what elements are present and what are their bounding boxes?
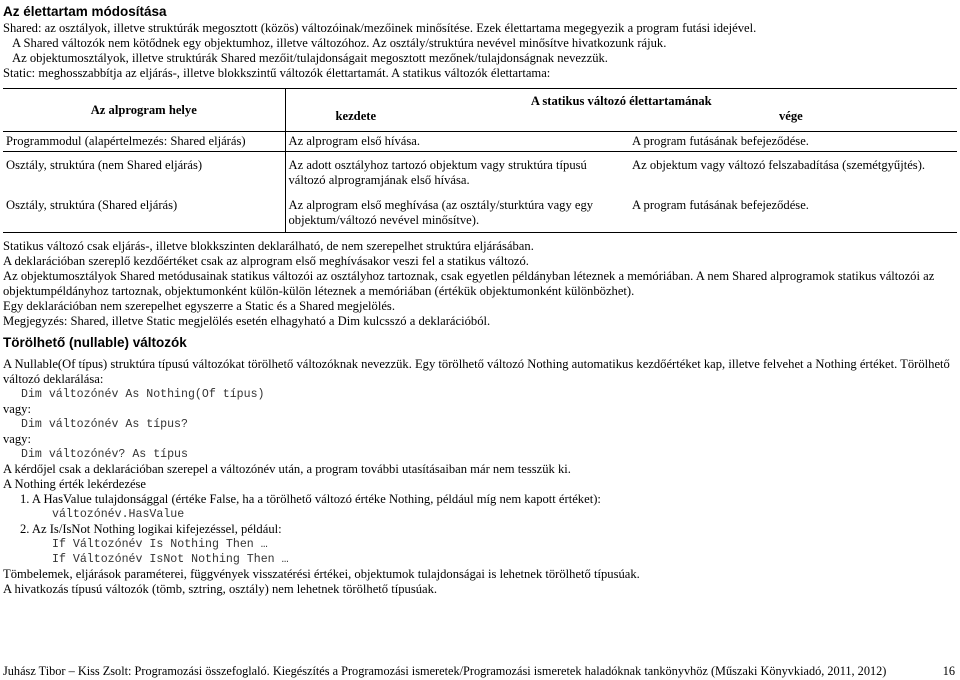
nullable-reference-types-note: A hivatkozás típusú változók (tömb, sztring, osztály) nem lehetnek törölhető típusúak. [3, 582, 438, 596]
intro-block [3, 21, 957, 81]
or-label: vagy: [3, 432, 31, 446]
or-label: vagy: [3, 402, 31, 416]
table-row [3, 196, 957, 233]
note-static-shared-exclusive: Egy deklarációban nem szerepelhet egyszerre a Static és a Shared megjelölés. [3, 299, 395, 313]
table-row [3, 152, 957, 197]
document-page [3, 0, 957, 597]
code-isnot-nothing: If Változónév IsNot Nothing Then … [52, 553, 289, 566]
header-start: kezdete [285, 109, 629, 132]
note-declaration-level: Statikus változó csak eljárás-, illetve blokkszinten deklarálható, de nem szerepelhet struktúra eljárásában. [3, 239, 534, 253]
cell-place: Osztály, struktúra (Shared eljárás) [3, 196, 285, 233]
nullable-block [3, 357, 957, 597]
page-footer [3, 664, 957, 679]
intro-shared: Shared: az osztályok, illetve struktúrák megosztott (közös) változóinak/mezőinek minősítése. Ezek élettartama megegyezik a program futási idejével. [3, 21, 757, 35]
cell-end: A program futásának befejeződése. [629, 196, 957, 233]
code-is-nothing: If Változónév Is Nothing Then … [52, 538, 268, 551]
cell-end: Az objektum vagy változó felszabadítása (szemétgyűjtés). [632, 158, 926, 172]
intro-static: Static: meghosszabbítja az eljárás-, illetve blokkszintű változók élettartamát. A statikus változók élettartama: [3, 66, 551, 80]
code-declaration-1: Dim változónév As Nothing(Of típus) [21, 388, 265, 401]
header-end: vége [629, 109, 957, 132]
code-declaration-3: Dim változónév? As típus [21, 448, 188, 461]
header-program-place: Az alprogram helye [3, 89, 285, 132]
note-shared-methods: Az objektumosztályok Shared metódusainak statikus változói az osztályhoz tartoznak, csak egyetlen példányban léteznek a memóriában. A nem Shared alprogramok statikus változói az objektumpéldányhoz tartoznak, objektumonként külön-külön léteznek a memóriában (értékük objektumonként különbözhet). [3, 269, 935, 298]
nullable-intro: A Nullable(Of típus) struktúra típusú változókat törölhető változóknak nevezzük. Egy törölhető változó Nothing automatikus kezdőértéket kap, illetve felvehet a Nothing értéket. Törölhető változó deklarálása: [3, 357, 950, 386]
cell-start: Az alprogram első hívása. [285, 132, 629, 152]
nullable-allowed-note: Tömbelemek, eljárások paraméterei, függvények visszatérési értékei, objektumok tulajdonságai is lehetnek törölhető típusúak. [3, 567, 640, 581]
intro-shared-reference: A Shared változók nem kötődnek egy objektumhoz, illetve változóhoz. Az osztály/struktúra nevével minősítve hivatkozunk rájuk. [12, 36, 667, 50]
table-row [3, 132, 957, 152]
cell-start: Az alprogram első meghívása (az osztály/sturktúra vagy egy objektum/változó nevével minősítve). [285, 196, 629, 233]
header-lifetime-group: A statikus változó élettartamának [285, 89, 957, 110]
page-number: 16 [942, 664, 955, 678]
note-dim-omission: Megjegyzés: Shared, illetve Static megjelölés esetén elhagyható a Dim kulcsszó a deklarációból. [3, 314, 491, 328]
nothing-query-heading: A Nothing érték lekérdezése [3, 477, 147, 491]
code-hasvalue: változónév.HasValue [52, 508, 185, 521]
code-declaration-2: Dim változónév As típus? [21, 418, 188, 431]
intro-shared-fields: Az objektumosztályok, illetve struktúrák Shared mezőit/tulajdonságait megosztott mezőnek/tulajdonságnak nevezzük. [12, 51, 608, 65]
section-heading-nullable: Törölhető (nullable) változók [3, 335, 187, 350]
cell-start: Az adott osztályhoz tartozó objektum vagy struktúra típusú változó alprogramjának első hívása. [288, 158, 587, 187]
note-initial-value: A deklarációban szereplő kezdőértéket csak az alprogram első meghívásakor veszi fel a statikus változó. [3, 254, 529, 268]
section-heading-lifetime: Az élettartam módosítása [3, 4, 167, 19]
cell-place: Programmodul (alapértelmezés: Shared eljárás) [3, 132, 285, 152]
cell-place: Osztály, struktúra (nem Shared eljárás) [3, 152, 285, 197]
table-header-row [3, 89, 957, 110]
nullable-question-mark-note: A kérdőjel csak a deklarációban szerepel a változónév után, a program további utasításaiban már nem tesszük ki. [3, 462, 571, 476]
list-item-hasvalue: 1. A HasValue tulajdonsággal (értéke False, ha a törölhető változó értéke Nothing, például míg nem kapott értéket): [20, 492, 601, 506]
footer-citation: Juhász Tibor – Kiss Zsolt: Programozási összefoglaló. Kiegészítés a Programozási ismeretek/Programozási ismeretek haladóknak tankönyvhöz (Műszaki Könyvkiadó, 2011, 2012) [3, 664, 887, 678]
list-item-is-isnot: 2. Az Is/IsNot Nothing logikai kifejezéssel, például: [20, 522, 282, 536]
cell-end: A program futásának befejeződése. [629, 132, 957, 152]
static-lifetime-table [3, 88, 957, 233]
static-notes [3, 239, 957, 329]
